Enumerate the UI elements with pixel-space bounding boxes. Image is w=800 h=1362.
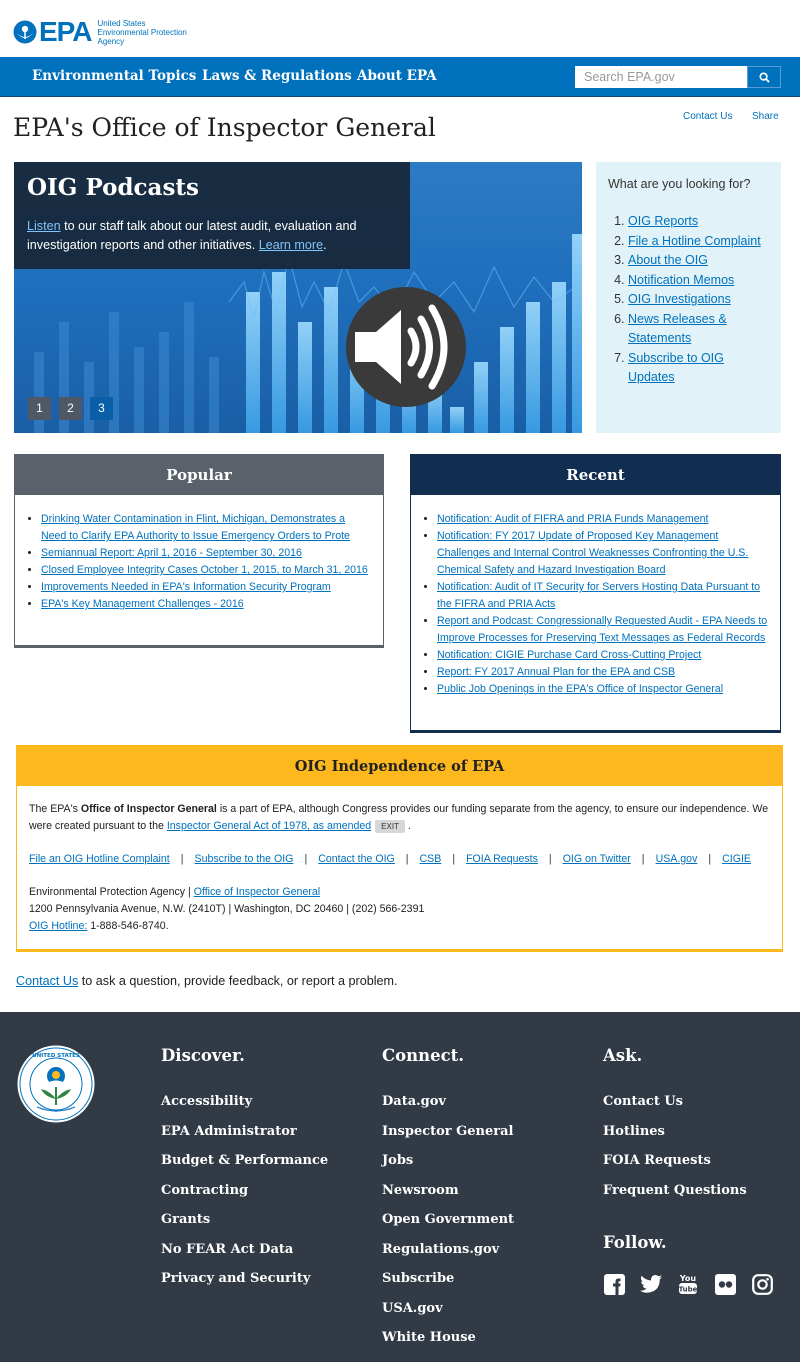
popular-link[interactable]: Improvements Needed in EPA's Information Security Program xyxy=(41,581,331,593)
site-footer xyxy=(0,1012,800,1362)
logo-sub-line: Environmental Protection xyxy=(97,27,187,37)
epa-logo[interactable] xyxy=(13,16,187,48)
logo-sub-line: United States xyxy=(97,18,146,28)
recent-link[interactable]: Notification: CIGIE Purchase Card Cross-Cutting Project xyxy=(437,649,702,661)
looking-for-box xyxy=(596,162,781,433)
list-item xyxy=(41,596,373,613)
list-item xyxy=(41,562,373,579)
hotline-number: 1-888-546-8740. xyxy=(87,920,169,932)
recent-panel xyxy=(410,454,781,733)
looking-for-list xyxy=(608,212,769,388)
ask-list xyxy=(603,1087,747,1205)
discover-heading: Discover. xyxy=(161,1046,245,1065)
list-item xyxy=(628,232,769,252)
popular-link[interactable]: Closed Employee Integrity Cases October 1, 2015, to March 31, 2016 xyxy=(41,564,368,576)
footer-link[interactable]: White House xyxy=(382,1330,476,1345)
footer-link[interactable]: No FEAR Act Data xyxy=(161,1241,294,1257)
follow-heading: Follow. xyxy=(603,1233,667,1252)
logo-subtitle xyxy=(98,19,187,46)
share-link[interactable]: Share xyxy=(752,111,779,122)
site-header xyxy=(0,0,800,57)
csb-link[interactable]: CSB xyxy=(419,853,442,865)
oig-hotline-link[interactable]: OIG Hotline: xyxy=(29,920,88,932)
para-bold: Office of Inspector General xyxy=(80,803,217,815)
instagram-icon[interactable] xyxy=(751,1273,773,1295)
list-item xyxy=(628,290,769,310)
notification-memos-link[interactable]: Notification Memos xyxy=(628,272,735,287)
independence-paragraph xyxy=(29,801,770,835)
footer-discover xyxy=(161,1046,328,1294)
contact-us-bottom-link[interactable]: Contact Us xyxy=(16,974,79,988)
list-item xyxy=(437,511,770,528)
separator: | xyxy=(405,853,409,865)
news-releases-link[interactable]: News Releases & Statements xyxy=(628,311,727,345)
exit-badge[interactable]: EXIT xyxy=(375,820,405,833)
listen-link[interactable]: Listen xyxy=(27,219,61,233)
facebook-icon[interactable] xyxy=(603,1273,625,1295)
list-item xyxy=(382,1205,514,1235)
footer-link[interactable]: Inspector General xyxy=(382,1123,514,1139)
speaker-icon xyxy=(345,286,467,408)
footer-link[interactable]: Budget & Performance xyxy=(161,1153,329,1168)
epa-seal-icon xyxy=(17,1045,95,1123)
list-item xyxy=(437,613,770,647)
footer-ask xyxy=(603,1046,747,1205)
epa-flower-icon xyxy=(13,20,37,44)
footer-link[interactable]: Frequent Questions xyxy=(603,1182,747,1198)
agency-name: Environmental Protection Agency xyxy=(29,886,186,898)
list-item xyxy=(603,1087,747,1117)
separator: | xyxy=(548,853,552,865)
popular-link[interactable]: Semiannual Report: April 1, 2016 - September 30, 2016 xyxy=(41,547,302,559)
twitter-icon[interactable] xyxy=(640,1273,662,1295)
list-item xyxy=(628,212,769,232)
nav-about-epa[interactable]: About EPA xyxy=(357,68,437,84)
footer-link[interactable]: Hotlines xyxy=(603,1123,665,1139)
list-item xyxy=(628,251,769,271)
connect-heading: Connect. xyxy=(382,1046,465,1065)
slide-button-1[interactable]: 1 xyxy=(28,397,51,420)
cigie-link[interactable]: CIGIE xyxy=(722,853,751,865)
list-item xyxy=(437,579,770,613)
footer-link[interactable]: FOIA Requests xyxy=(603,1153,711,1168)
podcast-carousel xyxy=(14,162,582,433)
discover-list xyxy=(161,1087,328,1294)
oig-links-row xyxy=(29,851,770,868)
carousel-text xyxy=(27,217,397,255)
svg-text:Tube: Tube xyxy=(678,1285,698,1294)
svg-text:You: You xyxy=(679,1274,697,1283)
nav-environmental-topics[interactable]: Environmental Topics xyxy=(32,68,197,84)
footer-link[interactable]: Regulations.gov xyxy=(382,1241,500,1257)
connect-list xyxy=(382,1087,514,1353)
list-item xyxy=(382,1087,514,1117)
popular-link[interactable]: Drinking Water Contamination in Flint, Michigan, Demonstrates a Need to Clarify EPA Authority to Issue Emergency Orders to Prote xyxy=(41,513,350,542)
list-item xyxy=(628,310,769,349)
list-item xyxy=(603,1117,747,1147)
page-title: EPA's Office of Inspector General xyxy=(13,113,436,142)
recent-link[interactable]: Notification: FY 2017 Update of Proposed Key Management Challenges and Internal Control Weaknesses Confronting the U.S. Chemical Safety and Hazard Investigation Board xyxy=(437,530,749,576)
contact-line xyxy=(16,974,398,988)
svg-text:UNITED STATES: UNITED STATES xyxy=(32,1053,80,1059)
separator: | xyxy=(180,853,184,865)
list-item xyxy=(382,1294,514,1324)
footer-link[interactable]: USA.gov xyxy=(382,1300,443,1316)
hotline-complaint-link[interactable]: File a Hotline Complaint xyxy=(628,233,761,248)
contact-oig-link[interactable]: Contact the OIG xyxy=(318,853,395,865)
footer-link[interactable]: Jobs xyxy=(382,1153,414,1168)
list-item xyxy=(382,1176,514,1206)
contact-line-text: to ask a question, provide feedback, or report a problem. xyxy=(78,974,398,988)
contact-us-link[interactable]: Contact Us xyxy=(683,111,733,122)
slide-button-3[interactable]: 3 xyxy=(90,397,113,420)
oig-investigations-link[interactable]: OIG Investigations xyxy=(628,292,731,306)
footer-link[interactable]: Privacy and Security xyxy=(161,1271,311,1286)
list-item xyxy=(161,1146,328,1176)
footer-link[interactable]: Subscribe xyxy=(382,1271,455,1286)
search-input[interactable] xyxy=(575,66,747,88)
list-item xyxy=(603,1146,747,1176)
carousel-body: to our staff talk about our latest audit, evaluation and investigation reports and other initiatives. xyxy=(27,219,357,252)
footer-connect xyxy=(382,1046,514,1353)
recent-link[interactable]: Notification: Audit of IT Security for Servers Hosting Data Pursuant to the FIFRA and PRIA Acts xyxy=(437,581,761,610)
popular-link[interactable]: EPA's Key Management Challenges - 2016 xyxy=(41,598,244,610)
learn-more-link[interactable]: Learn more xyxy=(258,238,324,252)
separator: | xyxy=(708,853,712,865)
street-address: 1200 Pennsylvania Avenue, N.W. (2410T) | Washington, DC 20460 | (202) 566-2391 xyxy=(29,903,425,915)
independence-box xyxy=(16,745,783,952)
footer-link[interactable]: Newsroom xyxy=(382,1182,459,1198)
nav-laws-regulations[interactable]: Laws & Regulations xyxy=(202,68,352,84)
para-text: The EPA's xyxy=(29,803,81,815)
hotline-complaint-footer-link[interactable]: File an OIG Hotline Complaint xyxy=(29,853,170,865)
independence-title: OIG Independence of EPA xyxy=(17,746,782,786)
para-text: . xyxy=(404,820,411,832)
footer-link[interactable]: Contracting xyxy=(161,1182,249,1198)
list-item xyxy=(437,647,770,664)
popular-title: Popular xyxy=(15,455,383,495)
footer-link[interactable]: Grants xyxy=(161,1212,211,1227)
independence-body xyxy=(17,786,782,935)
list-item xyxy=(161,1205,328,1235)
popular-list xyxy=(15,495,383,613)
footer-link[interactable]: Accessibility xyxy=(161,1094,253,1109)
list-item xyxy=(41,579,373,596)
about-oig-link[interactable]: About the OIG xyxy=(628,253,708,267)
separator: | xyxy=(641,853,645,865)
list-item xyxy=(161,1235,328,1265)
oig-reports-link[interactable]: OIG Reports xyxy=(628,214,699,228)
separator: | xyxy=(304,853,308,865)
foia-link[interactable]: FOIA Requests xyxy=(466,853,538,865)
subscribe-updates-link[interactable]: Subscribe to OIG Updates xyxy=(628,350,724,384)
search-button[interactable] xyxy=(747,66,781,88)
carousel-title: OIG Podcasts xyxy=(27,174,199,201)
looking-for-question: What are you looking for? xyxy=(608,177,751,191)
separator: | xyxy=(185,886,194,898)
list-item xyxy=(628,349,769,388)
list-item xyxy=(382,1323,514,1353)
youtube-icon[interactable] xyxy=(677,1273,699,1295)
list-item xyxy=(437,664,770,681)
list-item xyxy=(603,1176,747,1206)
agency-line xyxy=(29,884,770,901)
oig-twitter-link[interactable]: OIG on Twitter xyxy=(562,853,631,865)
list-item xyxy=(382,1117,514,1147)
separator: | xyxy=(452,853,456,865)
list-item xyxy=(382,1264,514,1294)
logo-text: EPA xyxy=(39,16,92,47)
popular-panel xyxy=(14,454,384,648)
carousel-caption xyxy=(14,162,410,269)
list-item xyxy=(161,1117,328,1147)
para-text: is a part of EPA, although Congress provides our funding separate from the agency, to ensure our independence. We were created pursuant to the xyxy=(29,803,769,832)
ig-act-link[interactable]: Inspector General Act of 1978, as amended xyxy=(166,820,372,832)
subscribe-oig-link[interactable]: Subscribe to the OIG xyxy=(194,853,294,865)
footer-link[interactable]: Data.gov xyxy=(382,1094,446,1109)
flickr-icon[interactable] xyxy=(714,1273,736,1295)
footer-link[interactable]: Contact Us xyxy=(603,1094,683,1109)
list-item xyxy=(161,1176,328,1206)
footer-link[interactable]: EPA Administrator xyxy=(161,1123,297,1139)
ask-heading: Ask. xyxy=(603,1046,643,1065)
hotline-line xyxy=(29,918,770,935)
list-item xyxy=(437,528,770,579)
search-icon xyxy=(759,72,770,83)
list-item xyxy=(161,1264,328,1294)
footer-link[interactable]: Open Government xyxy=(382,1212,515,1227)
recent-list xyxy=(411,495,780,698)
list-item xyxy=(161,1087,328,1117)
social-links xyxy=(603,1273,773,1295)
recent-link[interactable]: Report: FY 2017 Annual Plan for the EPA and CSB xyxy=(437,666,676,678)
address-block xyxy=(29,884,770,935)
list-item xyxy=(382,1235,514,1265)
list-item xyxy=(437,681,770,698)
logo-sub-line: Agency xyxy=(97,36,125,46)
recent-link[interactable]: Report and Podcast: Congressionally Requested Audit - EPA Needs to Improve Processes for Preserving Text Messages as Federal Records xyxy=(437,615,768,644)
carousel-period: . xyxy=(323,238,327,252)
list-item xyxy=(382,1146,514,1176)
recent-title: Recent xyxy=(411,455,780,495)
office-ig-link[interactable]: Office of Inspector General xyxy=(193,886,321,898)
recent-link[interactable]: Public Job Openings in the EPA's Office of Inspector General xyxy=(437,683,724,695)
usa-gov-link[interactable]: USA.gov xyxy=(655,853,698,865)
list-item xyxy=(41,545,373,562)
list-item xyxy=(41,511,373,545)
slide-button-2[interactable]: 2 xyxy=(59,397,82,420)
recent-link[interactable]: Notification: Audit of FIFRA and PRIA Funds Management xyxy=(437,513,709,525)
list-item xyxy=(628,271,769,291)
